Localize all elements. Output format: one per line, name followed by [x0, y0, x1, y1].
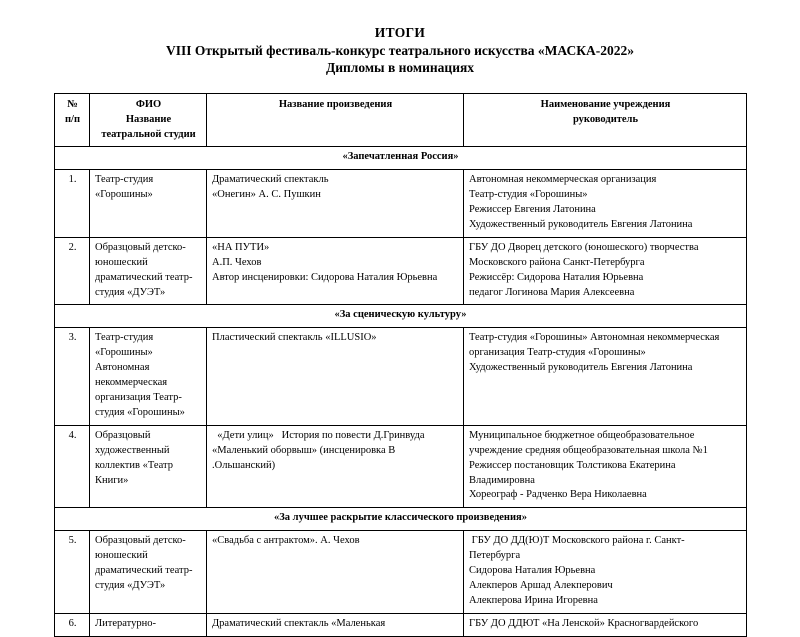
- row-institution-line: Театр-студия «Горошины»: [469, 189, 588, 201]
- row-studio-name-line: студия «ДУЭТ»: [95, 579, 166, 591]
- row-institution-line: Владимировна: [469, 474, 535, 486]
- table-row: [55, 328, 747, 425]
- row-institution: [464, 531, 747, 614]
- row-work-title: [207, 237, 464, 305]
- row-institution: [464, 613, 747, 636]
- row-institution-line: организация Театр-студия «Горошины»: [469, 347, 646, 359]
- row-studio-name-line: Автономная: [95, 362, 150, 374]
- row-studio-name-line: Театр-студия: [95, 332, 154, 344]
- row-studio-name-line: организация Театр-: [95, 391, 182, 403]
- row-studio-name-line: «Горошины»: [95, 347, 153, 359]
- row-studio-name: [90, 237, 207, 305]
- row-work-title: [207, 328, 464, 425]
- row-studio-name-line: коллектив «Театр: [95, 459, 173, 471]
- row-studio-name-line: студия «ДУЭТ»: [95, 286, 166, 298]
- row-institution-line: Петербурга: [469, 550, 521, 562]
- row-institution-line: Режиссер Евгения Латонина: [469, 204, 596, 216]
- row-number: 5.: [55, 531, 90, 614]
- row-work-title-line: Драматический спектакль «Маленькая: [212, 617, 386, 629]
- row-work-title-line: Пластический спектакль «ILLUSIO»: [212, 332, 377, 344]
- column-header-name-line3: театральной студии: [101, 129, 196, 141]
- row-studio-name-line: Литературно-: [95, 617, 156, 629]
- row-institution-line: Художественный руководитель Евгения Латонина: [469, 362, 693, 374]
- table-row: [55, 237, 747, 305]
- row-studio-name-line: Образцовый детско-: [95, 535, 186, 547]
- column-header-institution-line2: руководитель: [572, 113, 639, 125]
- table-section-row: [55, 508, 747, 531]
- row-work-title-line: «НА ПУТИ»: [212, 241, 270, 253]
- row-institution-line: Алекперова Ирина Игоревна: [469, 594, 598, 606]
- row-work-title-line: «Маленький оборвыш» (инсценировка В: [212, 444, 396, 456]
- table-row: [55, 531, 747, 614]
- row-studio-name-line: художественный: [95, 444, 170, 456]
- row-institution-line: Московского района Санкт-Петербурга: [469, 256, 645, 268]
- column-header-institution-line1: Наименование учреждения: [540, 98, 671, 110]
- table-header-row: [55, 93, 747, 147]
- row-studio-name-line: некоммерческая: [95, 377, 168, 389]
- row-institution-line: учреждение средняя общеобразовательная школа №1: [469, 444, 708, 456]
- heading-title: ИТОГИ: [374, 25, 426, 40]
- column-header-institution: [464, 93, 747, 147]
- row-work-title-line: А.П. Чехов: [212, 256, 262, 268]
- row-studio-name-line: студия «Горошины»: [95, 406, 185, 418]
- row-studio-name: [90, 531, 207, 614]
- column-header-number: [55, 93, 90, 147]
- row-number: 2.: [55, 237, 90, 305]
- row-institution-line: Режиссёр: Сидорова Наталия Юрьевна: [469, 271, 644, 283]
- row-institution-line: Художественный руководитель Евгения Латонина: [469, 218, 693, 230]
- table-section-title: «За сценическую культуру»: [55, 305, 747, 328]
- row-work-title-line: «Дети улиц» История по повести Д.Гринвуда: [212, 429, 425, 441]
- results-table: [54, 93, 747, 637]
- table-row: [55, 170, 747, 238]
- document-heading: [0, 0, 800, 77]
- row-institution: [464, 328, 747, 425]
- table-head: [55, 93, 747, 147]
- row-institution-line: Сидорова Наталия Юрьевна: [469, 565, 596, 577]
- row-institution-line: ГБУ ДО Дворец детского (юношеского) творчества: [469, 241, 699, 253]
- row-institution-line: ГБУ ДО ДДЮТ «На Ленской» Красногвардейского: [469, 617, 699, 629]
- heading-section: Дипломы в номинациях: [325, 60, 475, 76]
- row-studio-name-line: драматический театр-: [95, 271, 193, 283]
- row-work-title-line: «Свадьба с антрактом». А. Чехов: [212, 535, 360, 547]
- column-header-work: [207, 93, 464, 147]
- row-institution-line: ГБУ ДО ДД(Ю)Т Московского района г. Санкт-: [469, 535, 685, 547]
- row-number: 4.: [55, 425, 90, 508]
- row-number: 1.: [55, 170, 90, 238]
- row-institution: [464, 237, 747, 305]
- table-body: [55, 147, 747, 636]
- table-section-row: [55, 305, 747, 328]
- row-work-title-line: «Онегин» А. С. Пушкин: [212, 189, 321, 201]
- row-studio-name-line: Театр-студия: [95, 174, 154, 186]
- row-studio-name: [90, 613, 207, 636]
- row-institution-line: Режиссер постановщик Толстикова Екатерина: [469, 459, 676, 471]
- row-number: 3.: [55, 328, 90, 425]
- column-header-work-line1: Название произведения: [278, 98, 393, 110]
- row-studio-name: [90, 425, 207, 508]
- row-work-title-line: Автор инсценировки: Сидорова Наталия Юрьевна: [212, 271, 438, 283]
- row-institution-line: Автономная некоммерческая организация: [469, 174, 657, 186]
- table-section-row: [55, 147, 747, 170]
- row-institution-line: Театр-студия «Горошины» Автономная некоммерческая: [469, 332, 720, 344]
- row-work-title: [207, 613, 464, 636]
- column-header-number-line1: №: [67, 98, 78, 110]
- row-work-title: [207, 425, 464, 508]
- results-table-wrapper: [54, 93, 746, 637]
- row-institution: [464, 425, 747, 508]
- row-studio-name: [90, 170, 207, 238]
- table-row: [55, 613, 747, 636]
- row-institution-line: Алекперов Аршад Алекперович: [469, 579, 613, 591]
- row-work-title: [207, 531, 464, 614]
- row-studio-name-line: Образцовый детско-: [95, 241, 186, 253]
- row-studio-name-line: Книги»: [95, 474, 129, 486]
- row-institution: [464, 170, 747, 238]
- table-section-title: «За лучшее раскрытие классического произведения»: [55, 508, 747, 531]
- row-number: 6.: [55, 613, 90, 636]
- row-studio-name-line: драматический театр-: [95, 565, 193, 577]
- row-work-title: [207, 170, 464, 238]
- row-institution-line: Муниципальное бюджетное общеобразовательное: [469, 429, 695, 441]
- column-header-name-line2: Название: [125, 113, 172, 125]
- row-studio-name-line: Образцовый: [95, 429, 151, 441]
- column-header-number-line2: п/п: [64, 113, 81, 125]
- row-institution-line: педагог Логинова Мария Алексеевна: [469, 286, 635, 298]
- row-studio-name-line: юношеский: [95, 550, 148, 562]
- column-header-name-line1: ФИО: [135, 98, 162, 110]
- table-row: [55, 425, 747, 508]
- row-studio-name-line: юношеский: [95, 256, 148, 268]
- row-studio-name: [90, 328, 207, 425]
- table-section-title: «Запечатленная Россия»: [55, 147, 747, 170]
- column-header-name: [90, 93, 207, 147]
- row-institution-line: Хореограф - Радченко Вера Николаевна: [469, 489, 647, 501]
- row-work-title-line: .Ольшанский): [212, 459, 276, 471]
- row-work-title-line: Драматический спектакль: [212, 174, 329, 186]
- heading-subtitle: VIII Открытый фестиваль-конкурс театрального искусства «МАСКА-2022»: [166, 42, 634, 58]
- row-studio-name-line: «Горошины»: [95, 189, 153, 201]
